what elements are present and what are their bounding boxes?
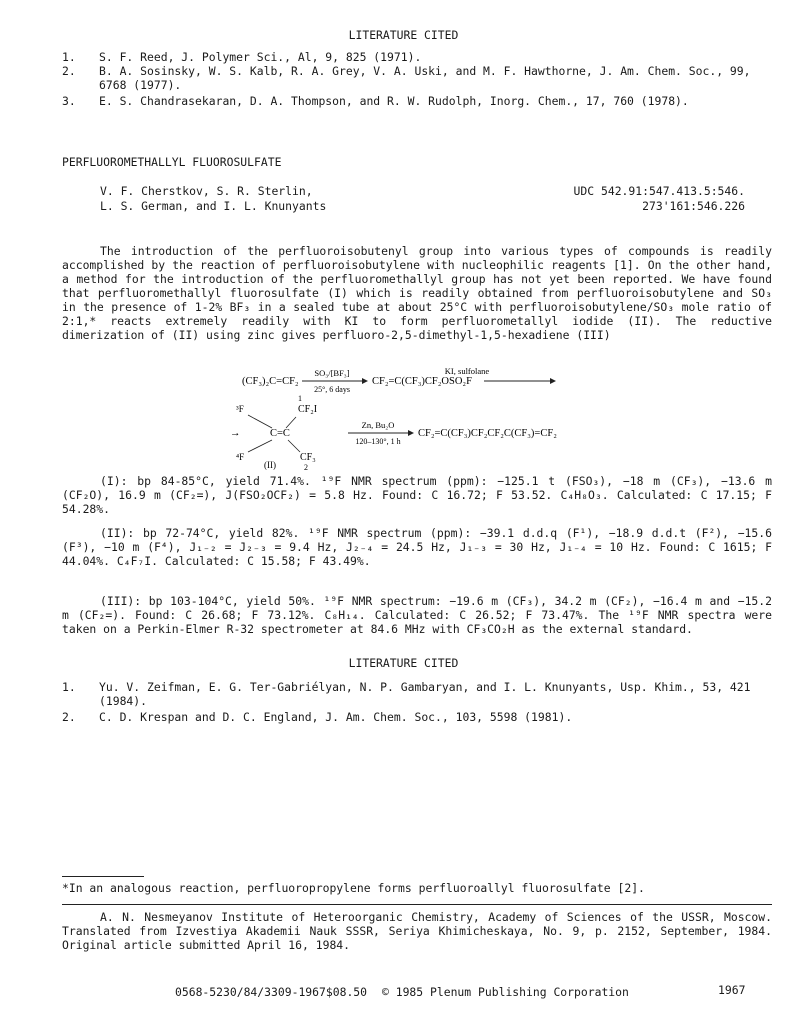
arrow-head (408, 430, 414, 436)
compound-i-data: (I): bp 84-85°C, yield 71.4%. ¹⁹F NMR spectrum (ppm): −125.1 t (FSO₃), −18 m (CF₃), −13.6 m (CF₂O), 16.9 m (CF₂=), J(FSO₂OCF₂) = 5.8 Hz. Found: C 16.72; F 53.52. C₄H₈O₃. Calculated: C 17.15; F 54.28%. (62, 474, 772, 516)
arrow2-reagent: KI, sulfolane (444, 366, 490, 376)
arrow-head (550, 378, 556, 384)
udc-line-1: UDC 542.91:547.413.5:546. (573, 184, 745, 198)
reference-item (62, 94, 762, 108)
reference-text: E. S. Chandrasekaran, D. A. Thompson, and R. W. Rudolph, Inorg. Chem., 17, 760 (1978). (99, 94, 689, 108)
bond-line (248, 415, 272, 428)
reference-item (62, 50, 762, 64)
reference-number: 1. (62, 50, 76, 64)
reference-item (62, 710, 762, 724)
reference-number: 3. (62, 94, 76, 108)
references-heading-top: LITERATURE CITED (348, 28, 459, 42)
footnote-rule (62, 876, 144, 877)
affiliation-note: A. N. Nesmeyanov Institute of Heteroorganic Chemistry, Academy of Sciences of the USSR, Moscow. Translated from Izvestiya Akademii Nauk SSSR, Seriya Khimicheskaya, No. 9, p. 2152, September, 1984. Original article submitted April 16, 1984. (62, 910, 772, 952)
arrow3-conditions: 120–130°, 1 h (355, 437, 401, 446)
reactant: (CF₃)₂C=CF₂ (242, 376, 299, 387)
reference-number: 2. (62, 64, 76, 78)
reference-text: B. A. Sosinsky, W. S. Kalb, R. A. Grey, V. A. Uski, and M. F. Hawthorne, J. Am. Chem. Soc., 99, 6768 (1977). (99, 64, 751, 92)
f3-label: ³F (236, 404, 244, 414)
bond-line (286, 417, 296, 428)
copyright: © 1985 Plenum Publishing Corporation (382, 985, 629, 999)
compound-iii-data: (III): bp 103-104°C, yield 50%. ¹⁹F NMR spectrum: −19.6 m (CF₃), 34.2 m (CF₂), −16.4 m and −15.2 m (CF₂=). Found: C 26.68; F 73.12%. C₈H₁₄. Calculated: C 26.52; F 73.47%. The ¹⁹F NMR spectra were taken on a Perkin-Elmer R-32 spectrometer at 84.6 MHz with CF₃CO₂H as the external standard. (62, 594, 772, 636)
reference-number: 2. (62, 710, 76, 724)
references-heading-bottom: LITERATURE CITED (348, 656, 459, 670)
bond-line (288, 440, 300, 452)
product-1: CF₂=C(CF₃)CF₂OSO₂F (372, 376, 472, 387)
authors-line-1: V. F. Cherstkov, S. R. Sterlin, (100, 184, 313, 198)
label-2: 2 (304, 463, 308, 472)
reference-number: 1. (62, 680, 76, 694)
article-title: PERFLUOROMETHALLYL FLUOROSULFATE (62, 155, 282, 169)
cf2i-group: CF₂I (298, 404, 318, 415)
reaction-scheme (230, 366, 650, 472)
arrow1-reagent: SO₃/[BF₃] (314, 368, 350, 378)
reference-text: C. D. Krespan and D. C. England, J. Am. Chem. Soc., 103, 5598 (1981). (99, 710, 573, 724)
bond-line (248, 440, 272, 452)
affiliation-rule (62, 904, 772, 905)
center-alkene: C=C (270, 428, 290, 439)
compound-ii-data: (II): bp 72-74°C, yield 82%. ¹⁹F NMR spectrum (ppm): −39.1 d.d.q (F¹), −18.9 d.d.t (F²), −15.6 (F³), −10 m (F⁴), J₁₋₂ = J₂₋₃ = 9.4 Hz, J₂₋₄ = 24.5 Hz, J₁₋₃ = 30 Hz, J₁₋₄ = 10 Hz. Found: C 1615; F 44.04%. C₄F₇I. Calculated: C 15.58; F 43.49%. (62, 526, 772, 568)
f4-label: ⁴F (236, 452, 245, 462)
udc-line-2: 273'161:546.226 (642, 199, 745, 213)
reference-item (62, 64, 762, 92)
authors-line-2: L. S. German, and I. L. Knunyants (100, 199, 327, 213)
reference-text: Yu. V. Zeifman, E. G. Ter-Gabriélyan, N. P. Gambaryan, and I. L. Knunyants, Usp. Khim., 53, 421 (1984). (99, 680, 751, 708)
journal-code: 0568-5230/84/3309-1967$08.50 (175, 985, 368, 999)
arrow1-conditions: 25°, 6 days (314, 385, 350, 394)
intro-paragraph: The introduction of the perfluoroisobutenyl group into various types of compounds is readily accomplished by the reaction of perfluoroisobutylene with nucleophilic reagents [1]. On the other hand, a method for the introduction of the perfluoromethallyl group has not yet been reported. We have found that perfluoromethallyl fluorosulfate (I) which is readily obtained from perfluoroisobutylene and SO₃ in the presence of 1-2% BF₃ in a sealed tube at about 25°C with perfluoroisobutylene/SO₃ mole ratio of 2:1,* reacts extremely readily with KI to form perfluorometallyl iodide (II). The reductive dimerization of (II) using zinc gives perfluoro-2,5-dimethyl-1,5-hexadiene (III) (62, 244, 772, 342)
reference-text: S. F. Reed, J. Polymer Sci., Al, 9, 825 (1971). (99, 50, 422, 64)
arrow3-reagent: Zn, Bu₂O (361, 420, 395, 430)
arrow-head (362, 378, 368, 384)
footnote: *In an analogous reaction, perfluoropropylene forms perfluoroallyl fluorosulfate [2]. (62, 881, 645, 895)
reference-item (62, 680, 762, 708)
arrow-left: → (230, 428, 241, 439)
label-1: 1 (298, 394, 302, 403)
product-3: CF₂=C(CF₃)CF₂CF₂C(CF₃)=CF₂ (418, 428, 557, 439)
cf3-group: CF₃ (300, 452, 316, 463)
page-number: 1967 (718, 983, 746, 997)
compound-label: (II) (264, 460, 276, 470)
